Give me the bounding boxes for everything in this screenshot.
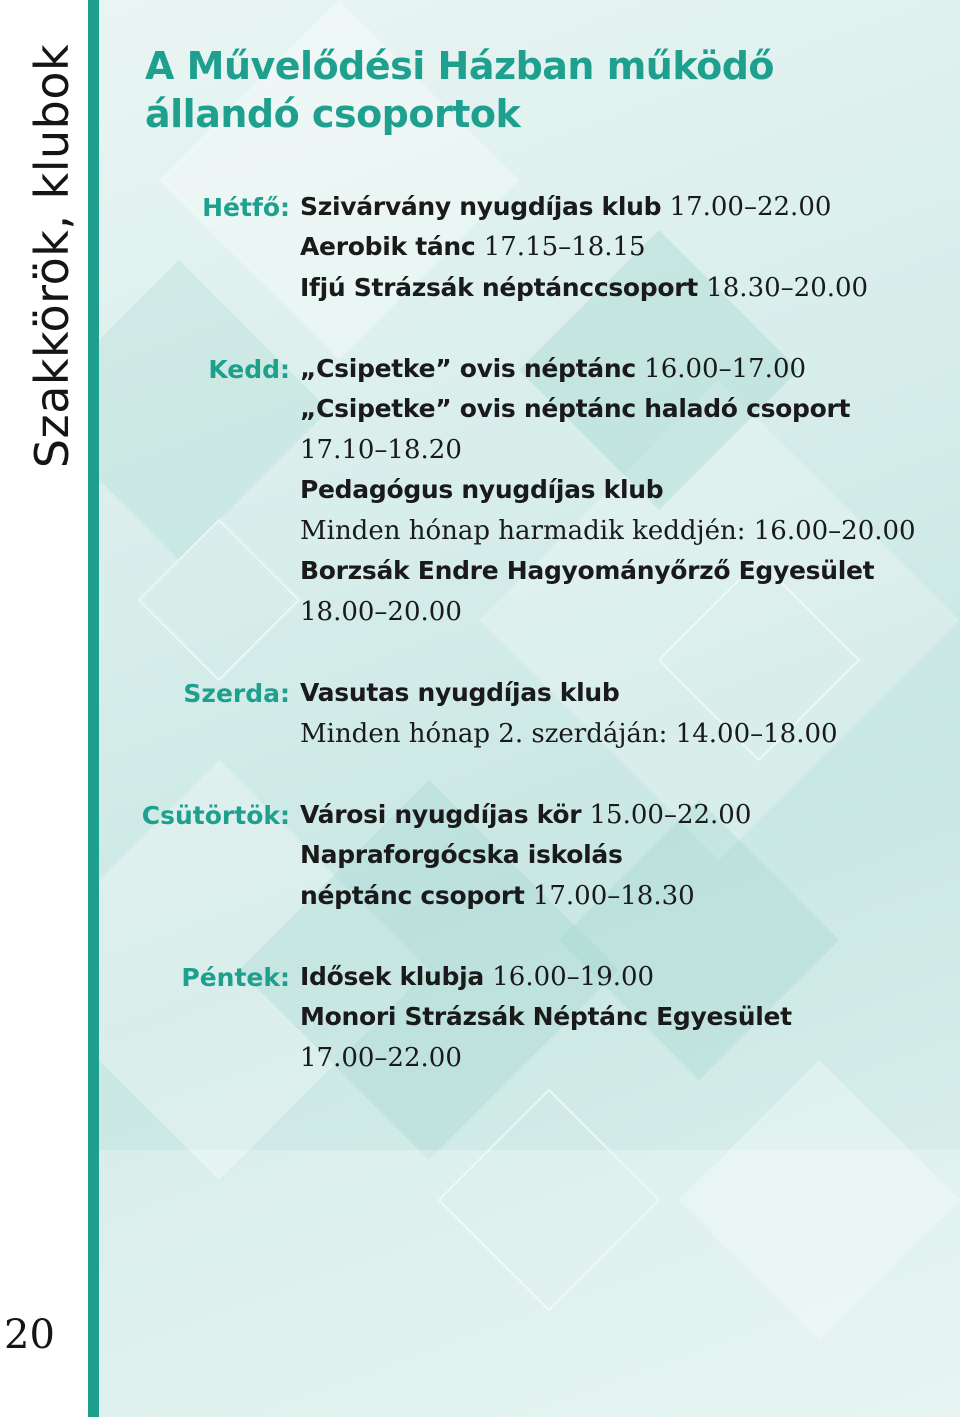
group-time: 17.00–22.00	[669, 192, 832, 222]
schedule-line	[300, 394, 850, 424]
schedule-line	[300, 475, 663, 505]
schedule-line	[300, 192, 831, 222]
group-time: 15.00–22.00	[589, 800, 752, 830]
schedule-line	[300, 678, 620, 708]
group-time: Minden hónap 2. szerdáján: 14.00–18.00	[300, 719, 838, 749]
group-name: Városi nyugdíjas kör	[300, 800, 582, 829]
group-time: 17.10–18.20	[300, 435, 462, 465]
group-name: Szivárvány nyugdíjas klub	[300, 192, 662, 221]
schedule-line	[300, 232, 646, 262]
section-title-vertical: Szakkörök, klubok	[25, 43, 79, 469]
group-time: 17.15–18.15	[483, 232, 646, 262]
schedule-line	[300, 1002, 792, 1032]
day-label-wednesday: Szerda:	[183, 679, 290, 708]
group-name: Vasutas nyugdíjas klub	[300, 678, 620, 707]
group-time: 16.00–17.00	[644, 354, 807, 384]
group-name: Monori Strázsák Néptánc Egyesület	[300, 1002, 792, 1031]
group-time: 17.00–22.00	[300, 1043, 462, 1073]
schedule-line	[300, 354, 806, 384]
group-name: Borzsák Endre Hagyományőrző Egyesület	[300, 556, 875, 585]
group-name: néptánc csoport	[300, 881, 525, 910]
group-name: Ifjú Strázsák néptánccsoport	[300, 273, 698, 302]
schedule-line	[300, 719, 838, 749]
group-time: 16.00–19.00	[492, 962, 655, 992]
schedule-line	[300, 435, 462, 465]
schedule-line	[300, 800, 751, 830]
group-time: 18.30–20.00	[706, 273, 869, 303]
group-name: Napraforgócska iskolás	[300, 840, 623, 869]
schedule-line	[300, 273, 868, 303]
group-time: 18.00–20.00	[300, 597, 462, 627]
schedule-line	[300, 556, 874, 586]
day-label-thursday: Csütörtök:	[141, 801, 290, 830]
schedule-line	[300, 962, 654, 992]
group-name: „Csipetke” ovis néptánc haladó csoport	[300, 394, 851, 423]
group-name: Pedagógus nyugdíjas klub	[300, 475, 664, 504]
page-heading	[145, 42, 774, 138]
diamond-shape	[479, 380, 959, 860]
group-name: Idősek klubja	[300, 962, 484, 991]
schedule-line	[300, 516, 916, 546]
schedule-line	[300, 1043, 462, 1073]
group-time: 17.00–18.30	[532, 881, 695, 911]
heading-line-2: állandó csoportok	[145, 92, 521, 136]
day-label-friday: Péntek:	[181, 963, 290, 992]
group-name: „Csipetke” ovis néptánc	[300, 354, 636, 383]
accent-bar	[88, 0, 99, 1417]
group-time: Minden hónap harmadik keddjén: 16.00–20.00	[300, 516, 916, 546]
page-number: 20	[4, 1312, 55, 1358]
group-name: Aerobik tánc	[300, 232, 476, 261]
schedule-line	[300, 881, 695, 911]
day-label-tuesday: Kedd:	[208, 355, 290, 384]
schedule-line	[300, 840, 623, 870]
schedule-line	[300, 597, 462, 627]
heading-line-1: A Művelődési Házban működő	[145, 44, 775, 88]
day-label-monday: Hétfő:	[202, 193, 290, 222]
